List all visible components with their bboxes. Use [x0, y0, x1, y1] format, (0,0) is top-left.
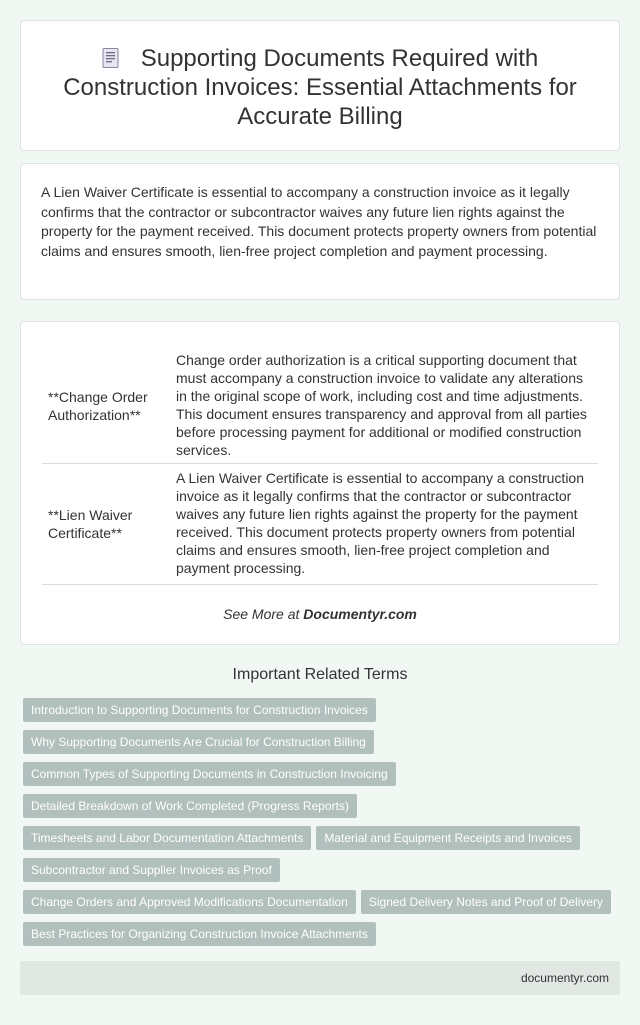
intro-text: A Lien Waiver Certificate is essential to accompany a construction invoice as it legally confirms that the contractor or subcontractor waives any future lien rights against the property for the payment received. This document protects property owners from potential claims and ensures smooth, lien-free project completion and payment processing.	[41, 184, 597, 259]
page-title-text: Supporting Documents Required with Construction Invoices: Essential Attachments for Accurate Billing	[63, 45, 577, 130]
definitions-table	[42, 349, 598, 585]
related-terms-heading: Important Related Terms	[232, 666, 408, 683]
related-term-tag[interactable]: Best Practices for Organizing Construction Invoice Attachments	[23, 922, 376, 946]
table-row	[42, 463, 598, 584]
document-icon	[102, 46, 119, 66]
see-more-prefix: See More at	[223, 606, 304, 622]
related-term-tag[interactable]: Timesheets and Labor Documentation Attachments	[23, 826, 311, 850]
related-term-tag[interactable]: Detailed Breakdown of Work Completed (Progress Reports)	[23, 794, 357, 818]
footer-domain[interactable]: documentyr.com	[520, 971, 609, 985]
related-term-tag[interactable]: Why Supporting Documents Are Crucial for Construction Billing	[23, 730, 374, 754]
table-row	[42, 349, 598, 463]
title-card	[20, 20, 620, 151]
footer	[20, 961, 620, 995]
related-term-tag[interactable]: Introduction to Supporting Documents for Construction Invoices	[23, 698, 376, 722]
term-cell: **Lien Waiver Certificate**	[42, 463, 168, 584]
see-more-link[interactable]: Documentyr.com	[303, 606, 417, 622]
related-term-tag[interactable]: Material and Equipment Receipts and Invoices	[316, 826, 579, 850]
related-terms-list	[23, 698, 623, 954]
related-term-tag[interactable]: Common Types of Supporting Documents in Construction Invoicing	[23, 762, 396, 786]
related-term-tag[interactable]: Subcontractor and Supplier Invoices as Proof	[23, 858, 280, 882]
definitions-card	[20, 321, 620, 645]
description-cell: Change order authorization is a critical supporting document that must accompany a construction invoice to validate any alterations in the original scope of work, including cost and time adjustments. This document ensures transparency and approval from all parties before processing payment for additional or modified construction services.	[168, 349, 598, 463]
related-term-tag[interactable]: Signed Delivery Notes and Proof of Delivery	[361, 890, 611, 914]
term-cell: **Change Order Authorization**	[42, 349, 168, 463]
description-cell: A Lien Waiver Certificate is essential to accompany a construction invoice as it legally confirms that the contractor or subcontractor waives any future lien rights against the property for the payment received. This document protects property owners from potential claims and ensures smooth, lien-free project completion and payment processing.	[168, 463, 598, 584]
page-title	[21, 21, 619, 131]
intro-card	[20, 163, 620, 300]
related-term-tag[interactable]: Change Orders and Approved Modifications Documentation	[23, 890, 356, 914]
see-more	[21, 606, 619, 622]
